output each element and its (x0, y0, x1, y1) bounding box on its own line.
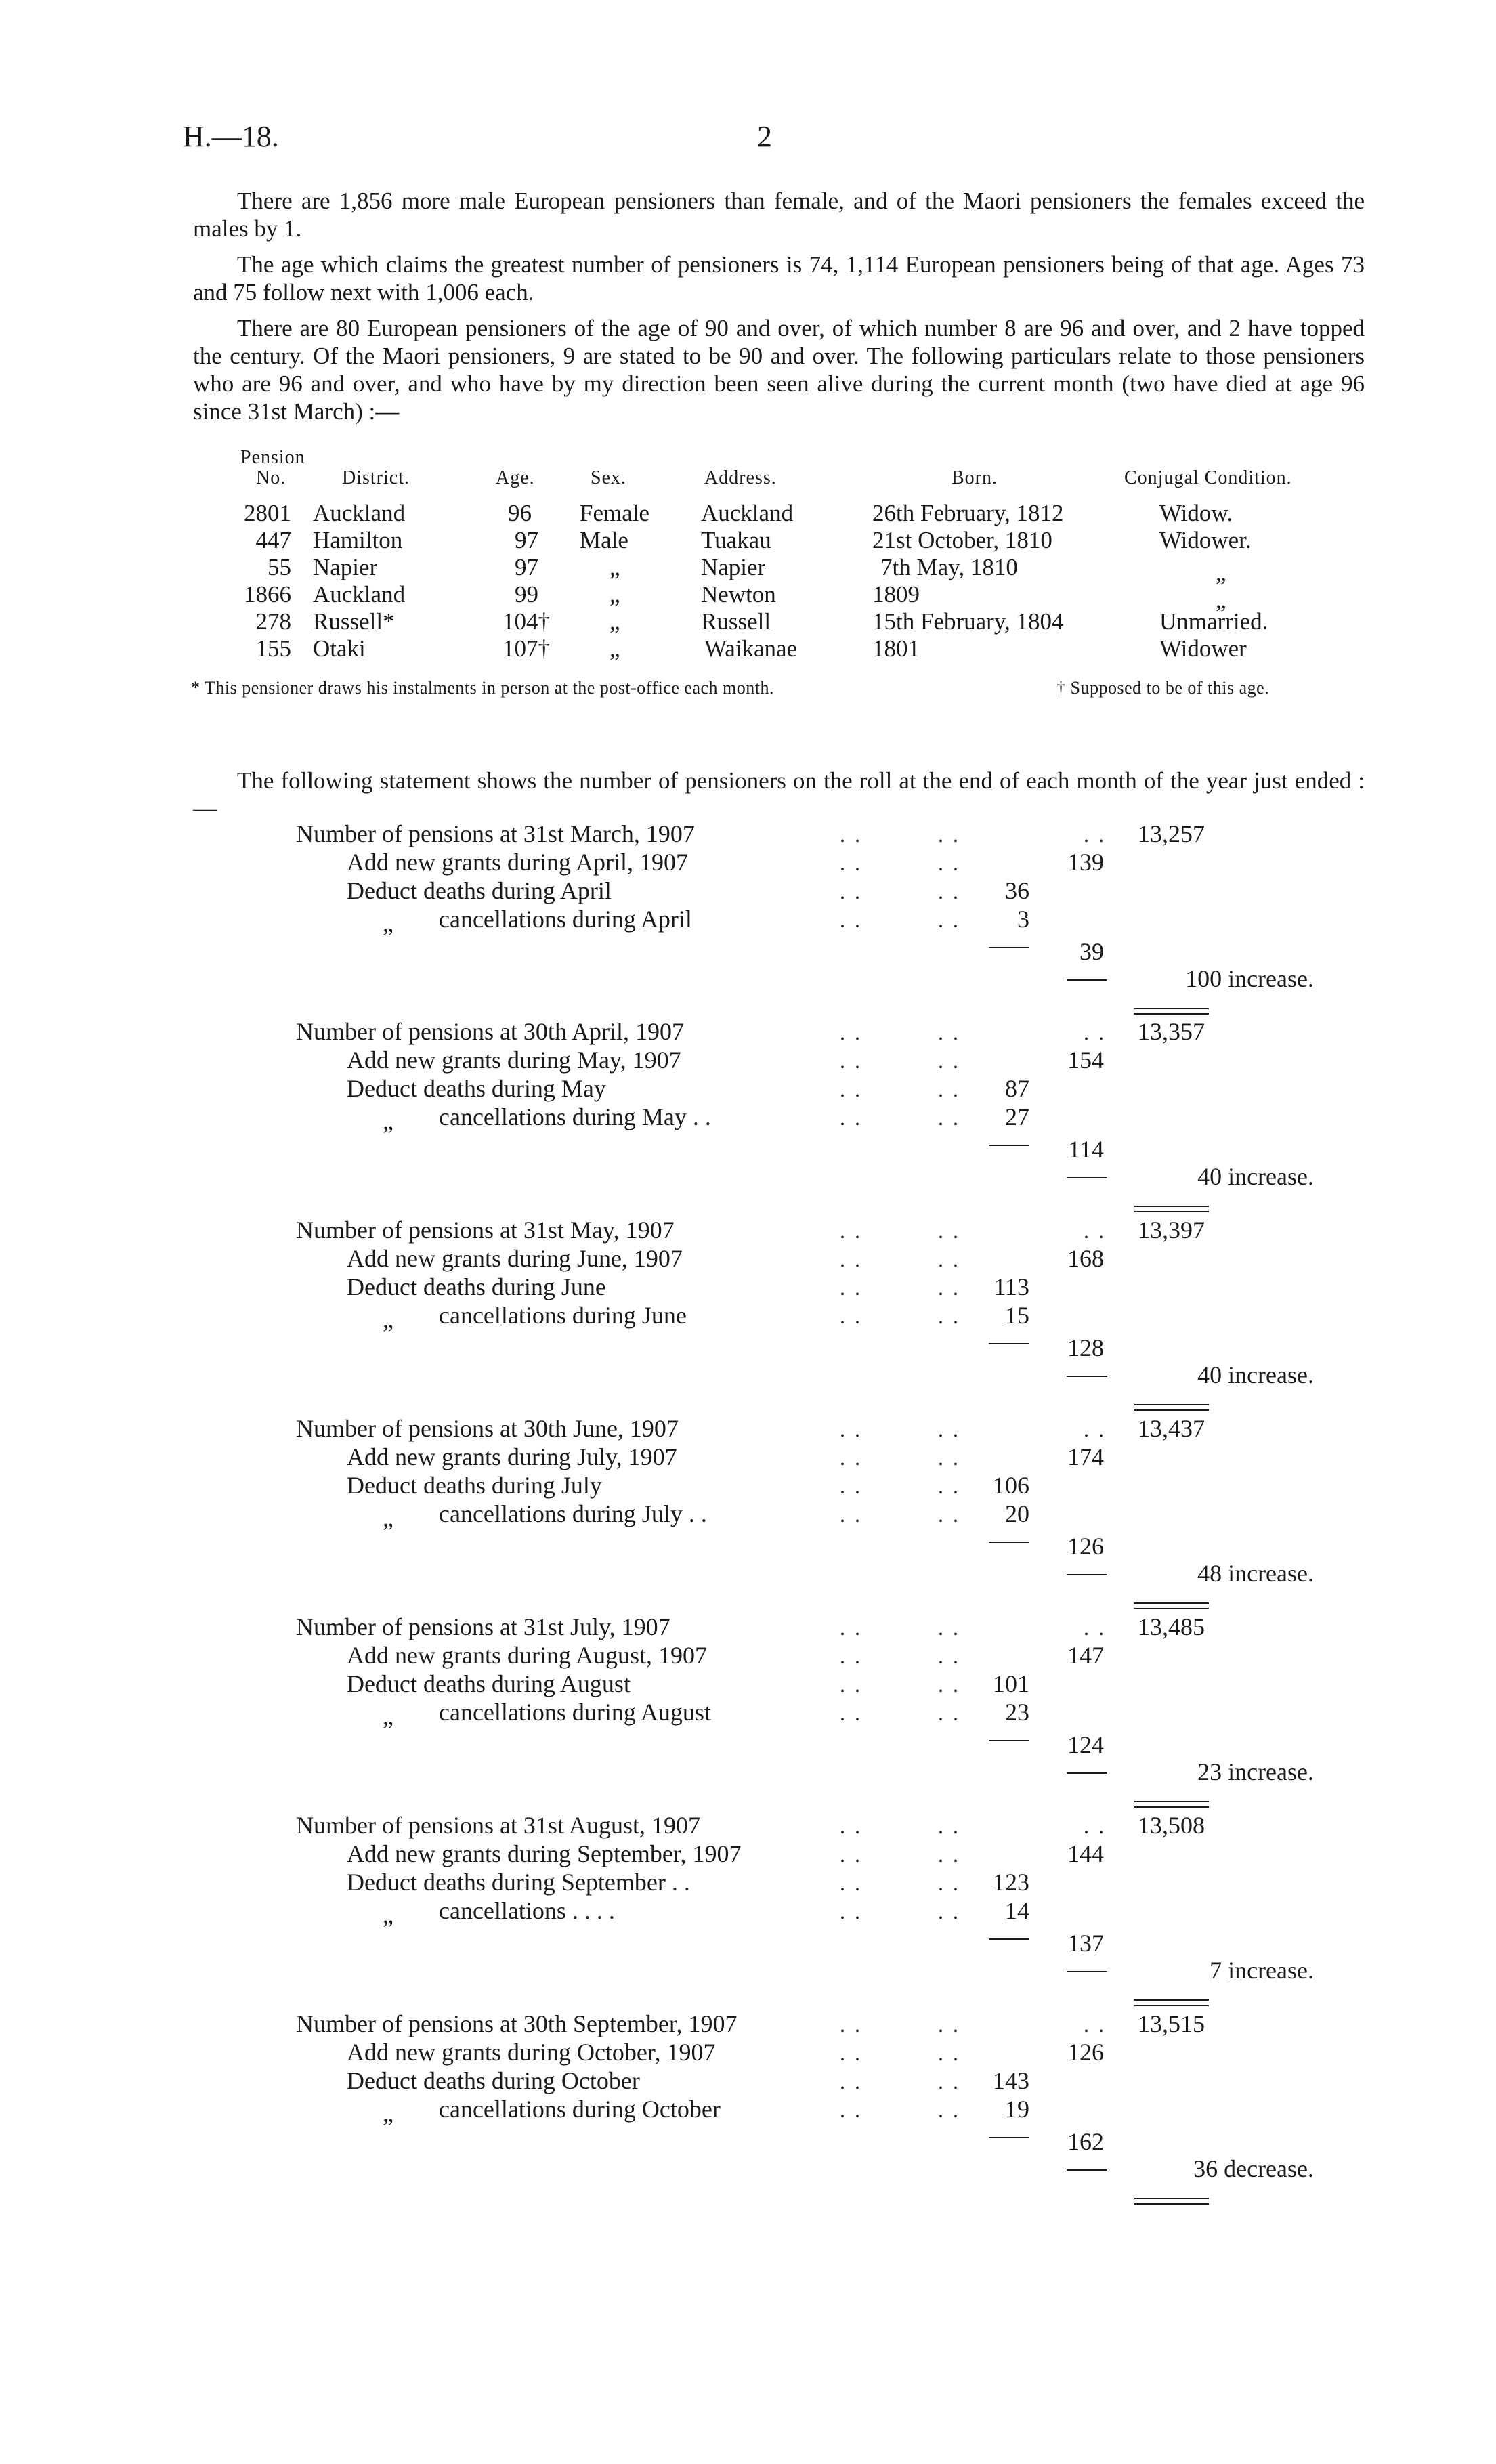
row-4-address: Newton (701, 581, 776, 608)
month-3-cancel-value: 15 (1005, 1302, 1029, 1329)
month-1-grants-value: 139 (1067, 849, 1104, 876)
month-3-dots: . . (840, 1247, 862, 1271)
document-reference: H.—18. (183, 120, 279, 153)
paragraph-gender: There are 1,856 more male European pensioners than female, and of the Maori pensioners the females exceed the males by 1. (193, 188, 1365, 242)
footnote-supposed-age: † Supposed to be of this age. (1056, 678, 1270, 698)
month-3-cancel-label: cancellations during June (439, 1302, 687, 1329)
month-1-ditto-mark: „ (383, 910, 393, 937)
month-2-cancel-value: 27 (1005, 1103, 1029, 1130)
month-4-dots: . . (840, 1417, 862, 1441)
month-7-cancel-label: cancellations during October (439, 2096, 721, 2123)
month-7-dots: . . (840, 2012, 862, 2037)
month-5-ditto-mark: „ (383, 1703, 393, 1730)
row-4-born: 1809 (872, 581, 920, 608)
month-3-deduct-total: 128 (1067, 1334, 1104, 1361)
month-7-deduct-total: 162 (1067, 2128, 1104, 2155)
month-5-cancel-value: 23 (1005, 1699, 1029, 1726)
month-5-dots: . . (840, 1672, 862, 1697)
month-4-grants-value: 174 (1067, 1443, 1104, 1470)
month-4-deaths-value: 106 (993, 1472, 1029, 1499)
month-1-cancel-label: cancellations during April (439, 906, 692, 933)
month-6-opening-value: 13,508 (1138, 1812, 1205, 1839)
row-6-born: 1801 (872, 635, 920, 662)
month-4-deduct-total: 126 (1067, 1533, 1104, 1560)
month-7-deaths-value: 143 (993, 2067, 1029, 2094)
month-4-net-rule (1134, 1602, 1209, 1604)
row-1-conjugal: Widow. (1159, 500, 1233, 526)
row-3-district: Napier (313, 554, 378, 580)
month-6-dots: . . (938, 1842, 960, 1867)
month-1-deaths-value: 36 (1005, 877, 1029, 904)
month-7-dots: . . (840, 2098, 862, 2122)
month-7-total-rule (1067, 2169, 1107, 2171)
month-4-cancel-label: cancellations during July . . (439, 1500, 707, 1527)
month-3-net-rule (1134, 1409, 1209, 1411)
month-6-dots: . . (938, 1899, 960, 1924)
month-3-dots: . . (938, 1247, 960, 1271)
month-2-dots: . . (938, 1077, 960, 1101)
month-7-dots: . . (938, 2098, 960, 2122)
month-5-net-change: 23 increase. (1197, 1758, 1314, 1785)
month-5-total-rule (1067, 1772, 1107, 1774)
month-1-net-rule (1134, 1008, 1209, 1009)
month-6-dots: . . (938, 1814, 960, 1838)
month-1-opening-label: Number of pensions at 31st March, 1907 (296, 820, 695, 847)
month-2-dots: . . (938, 1020, 960, 1044)
month-3-dots: . . (1084, 1218, 1106, 1243)
month-4-total-rule (1067, 1574, 1107, 1575)
month-1-subtotal-rule (989, 947, 1029, 948)
row-3-no: 55 (268, 554, 291, 580)
row-1-sex: Female (580, 500, 650, 526)
footnote-instalments: * This pensioner draws his instalments in person at the post-office each month. (191, 678, 774, 698)
header-address: Address. (704, 467, 777, 488)
row-1-address: Auckland (701, 500, 794, 526)
header-age: Age. (496, 467, 535, 488)
intro-paragraphs (193, 187, 1365, 425)
month-7-cancel-value: 19 (1005, 2096, 1029, 2123)
month-5-grants-value: 147 (1067, 1642, 1104, 1669)
row-3-conjugal: „ (1216, 559, 1226, 586)
month-5-dots: . . (938, 1644, 960, 1668)
month-3-opening-label: Number of pensions at 31st May, 1907 (296, 1216, 675, 1244)
month-3-dots: . . (840, 1304, 862, 1328)
paragraph-ninety: There are 80 European pensioners of the age of 90 and over, of which number 8 are 96 and over, and 2 have topped the century. Of the Maori pensioners, 9 are stated to be 90 and over. The following particulars relate to those pensioners who are 96 and over, and who have by my direction been seen alive during the current month (two have died at age 96 since 31st March) :— (193, 315, 1365, 425)
month-2-dots: . . (840, 1105, 862, 1130)
month-3-dots: . . (840, 1275, 862, 1300)
month-5-opening-label: Number of pensions at 31st July, 1907 (296, 1613, 670, 1640)
month-4-opening-value: 13,437 (1138, 1415, 1205, 1442)
row-6-district: Otaki (313, 635, 366, 662)
month-6-net-rule (1134, 1999, 1209, 2001)
month-1-deduct-total: 39 (1080, 938, 1104, 965)
month-1-dots: . . (938, 908, 960, 932)
month-1-net-rule (1134, 1013, 1209, 1015)
page-number: 2 (757, 120, 772, 153)
month-5-dots: . . (840, 1644, 862, 1668)
month-7-ditto-mark: „ (383, 2100, 393, 2127)
month-6-subtotal-rule (989, 1938, 1029, 1940)
month-2-dots: . . (938, 1105, 960, 1130)
month-2-dots: . . (1084, 1020, 1106, 1044)
month-4-dots: . . (1084, 1417, 1106, 1441)
month-3-deaths-value: 113 (993, 1273, 1029, 1300)
row-3-address: Napier (701, 554, 766, 580)
month-5-subtotal-rule (989, 1740, 1029, 1741)
month-5-dots: . . (938, 1615, 960, 1640)
row-5-age: 104† (503, 608, 550, 635)
month-1-cancel-value: 3 (1017, 906, 1029, 933)
month-1-dots: . . (840, 822, 862, 847)
month-7-dots: . . (840, 2069, 862, 2094)
month-1-dots: . . (840, 851, 862, 875)
row-5-conjugal: Unmarried. (1159, 608, 1268, 635)
month-6-deaths-label: Deduct deaths during September . . (347, 1869, 690, 1896)
month-4-dots: . . (938, 1417, 960, 1441)
row-4-age: 99 (515, 581, 538, 608)
month-7-subtotal-rule (989, 2137, 1029, 2138)
month-4-dots: . . (840, 1474, 862, 1498)
row-1-born: 26th February, 1812 (872, 500, 1064, 526)
row-1-district: Auckland (313, 500, 406, 526)
header-born: Born. (952, 467, 998, 488)
month-1-grants-label: Add new grants during April, 1907 (347, 849, 688, 876)
row-5-sex: „ (610, 608, 620, 635)
month-6-dots: . . (938, 1871, 960, 1895)
month-3-ditto-mark: „ (383, 1306, 393, 1333)
row-3-sex: „ (610, 554, 620, 580)
header-sex: Sex. (591, 467, 626, 488)
row-5-address: Russell (701, 608, 771, 635)
row-4-conjugal: „ (1216, 587, 1226, 613)
month-4-opening-label: Number of pensions at 30th June, 1907 (296, 1415, 679, 1442)
month-4-subtotal-rule (989, 1542, 1029, 1543)
month-5-net-rule (1134, 1806, 1209, 1808)
month-5-net-rule (1134, 1801, 1209, 1802)
month-7-dots: . . (938, 2012, 960, 2037)
month-2-opening-value: 13,357 (1138, 1018, 1205, 1045)
row-1-age: 96 (508, 500, 532, 526)
month-7-dots: . . (938, 2069, 960, 2094)
month-7-opening-label: Number of pensions at 30th September, 1907 (296, 2010, 738, 2037)
month-2-net-change: 40 increase. (1197, 1163, 1314, 1190)
month-6-dots: . . (840, 1814, 862, 1838)
row-6-age: 107† (503, 635, 550, 662)
row-5-district: Russell* (313, 608, 395, 635)
month-2-total-rule (1067, 1177, 1107, 1178)
month-2-dots: . . (840, 1048, 862, 1073)
month-4-net-rule (1134, 1608, 1209, 1609)
month-3-opening-value: 13,397 (1138, 1216, 1205, 1244)
header-conjugal: Conjugal Condition. (1124, 467, 1292, 488)
month-3-subtotal-rule (989, 1343, 1029, 1344)
month-2-deaths-label: Deduct deaths during May (347, 1075, 606, 1102)
month-6-total-rule (1067, 1971, 1107, 1972)
row-1-no: 2801 (244, 500, 291, 526)
header-no: No. (256, 467, 286, 488)
month-2-ditto-mark: „ (383, 1107, 393, 1134)
row-2-no: 447 (255, 527, 291, 553)
month-4-dots: . . (938, 1445, 960, 1470)
month-7-grants-value: 126 (1067, 2039, 1104, 2066)
month-6-net-rule (1134, 2005, 1209, 2006)
month-5-dots: . . (840, 1615, 862, 1640)
paragraph-age: The age which claims the greatest number of pensioners is 74, 1,114 European pensioners being of that age. Ages 73 and 75 follow next with 1,006 each. (193, 251, 1365, 305)
month-6-deaths-value: 123 (993, 1869, 1029, 1896)
month-2-grants-label: Add new grants during May, 1907 (347, 1046, 681, 1074)
statement-intro (193, 767, 1365, 822)
month-3-net-change: 40 increase. (1197, 1361, 1314, 1388)
month-6-grants-value: 144 (1067, 1840, 1104, 1867)
month-3-grants-value: 168 (1067, 1245, 1104, 1272)
month-6-ditto-mark: „ (383, 1901, 393, 1928)
month-2-subtotal-rule (989, 1145, 1029, 1146)
month-3-grants-label: Add new grants during June, 1907 (347, 1245, 683, 1272)
month-4-net-change: 48 increase. (1197, 1560, 1314, 1587)
month-7-net-rule (1134, 2203, 1209, 2205)
month-3-dots: . . (938, 1304, 960, 1328)
month-5-dots: . . (938, 1672, 960, 1697)
month-4-dots: . . (938, 1502, 960, 1527)
row-4-no: 1866 (244, 581, 291, 608)
row-2-born: 21st October, 1810 (872, 527, 1052, 553)
row-6-address: Waikanae (704, 635, 798, 662)
month-2-dots: . . (938, 1048, 960, 1073)
row-5-no: 278 (255, 608, 291, 635)
month-3-dots: . . (938, 1218, 960, 1243)
month-3-deaths-label: Deduct deaths during June (347, 1273, 606, 1300)
month-5-opening-value: 13,485 (1138, 1613, 1205, 1640)
month-6-dots: . . (1084, 1814, 1106, 1838)
month-6-dots: . . (840, 1871, 862, 1895)
month-7-dots: . . (840, 2041, 862, 2065)
statement-intro-text: The following statement shows the number of pensioners on the roll at the end of each month of the year just ended :— (193, 767, 1365, 822)
month-7-dots: . . (1084, 2012, 1106, 2037)
month-5-deaths-value: 101 (993, 1670, 1029, 1697)
header-pension: Pension (240, 447, 305, 468)
row-2-age: 97 (515, 527, 538, 553)
month-5-deduct-total: 124 (1067, 1731, 1104, 1758)
month-7-deaths-label: Deduct deaths during October (347, 2067, 640, 2094)
row-6-no: 155 (255, 635, 291, 662)
month-2-grants-value: 154 (1067, 1046, 1104, 1074)
month-2-deaths-value: 87 (1005, 1075, 1029, 1102)
month-1-dots: . . (938, 822, 960, 847)
month-6-cancel-label: cancellations . . . . (439, 1897, 615, 1924)
row-2-district: Hamilton (313, 527, 403, 553)
month-5-dots: . . (1084, 1615, 1106, 1640)
month-4-ditto-mark: „ (383, 1504, 393, 1531)
month-4-dots: . . (938, 1474, 960, 1498)
month-7-net-rule (1134, 2198, 1209, 2199)
month-2-net-rule (1134, 1211, 1209, 1212)
month-4-dots: . . (840, 1502, 862, 1527)
row-3-age: 97 (515, 554, 538, 580)
month-5-dots: . . (938, 1701, 960, 1725)
month-3-dots: . . (840, 1218, 862, 1243)
month-7-grants-label: Add new grants during October, 1907 (347, 2039, 716, 2066)
month-5-deaths-label: Deduct deaths during August (347, 1670, 631, 1697)
month-4-cancel-value: 20 (1005, 1500, 1029, 1527)
row-3-born: 7th May, 1810 (880, 554, 1018, 580)
month-7-net-change: 36 decrease. (1193, 2155, 1314, 2182)
month-3-net-rule (1134, 1404, 1209, 1405)
month-6-cancel-value: 14 (1005, 1897, 1029, 1924)
row-5-born: 15th February, 1804 (872, 608, 1064, 635)
month-6-deduct-total: 137 (1067, 1930, 1104, 1957)
month-1-dots: . . (840, 879, 862, 904)
month-1-opening-value: 13,257 (1138, 820, 1205, 847)
month-7-dots: . . (938, 2041, 960, 2065)
month-5-dots: . . (840, 1701, 862, 1725)
month-5-cancel-label: cancellations during August (439, 1699, 711, 1726)
month-2-cancel-label: cancellations during May . . (439, 1103, 711, 1130)
month-4-deaths-label: Deduct deaths during July (347, 1472, 602, 1499)
row-2-address: Tuakau (701, 527, 771, 553)
month-1-total-rule (1067, 979, 1107, 981)
month-1-deaths-label: Deduct deaths during April (347, 877, 612, 904)
month-6-dots: . . (840, 1899, 862, 1924)
month-2-dots: . . (840, 1077, 862, 1101)
month-2-dots: . . (840, 1020, 862, 1044)
month-3-dots: . . (938, 1275, 960, 1300)
month-3-total-rule (1067, 1376, 1107, 1377)
row-6-conjugal: Widower (1159, 635, 1247, 662)
row-2-conjugal: Widower. (1159, 527, 1252, 553)
row-2-sex: Male (580, 527, 628, 553)
month-2-net-rule (1134, 1206, 1209, 1207)
month-7-opening-value: 13,515 (1138, 2010, 1205, 2037)
month-4-dots: . . (840, 1445, 862, 1470)
month-2-opening-label: Number of pensions at 30th April, 1907 (296, 1018, 684, 1045)
row-4-district: Auckland (313, 581, 406, 608)
month-6-opening-label: Number of pensions at 31st August, 1907 (296, 1812, 700, 1839)
month-6-dots: . . (840, 1842, 862, 1867)
month-2-deduct-total: 114 (1068, 1136, 1104, 1163)
month-6-net-change: 7 increase. (1210, 1957, 1314, 1984)
month-1-dots: . . (938, 879, 960, 904)
month-1-dots: . . (1084, 822, 1106, 847)
month-1-dots: . . (938, 851, 960, 875)
month-1-dots: . . (840, 908, 862, 932)
header-district: District. (342, 467, 410, 488)
month-4-grants-label: Add new grants during July, 1907 (347, 1443, 677, 1470)
row-4-sex: „ (610, 581, 620, 608)
row-6-sex: „ (610, 635, 620, 662)
month-1-net-change: 100 increase. (1185, 965, 1314, 992)
month-5-grants-label: Add new grants during August, 1907 (347, 1642, 707, 1669)
month-6-grants-label: Add new grants during September, 1907 (347, 1840, 742, 1867)
